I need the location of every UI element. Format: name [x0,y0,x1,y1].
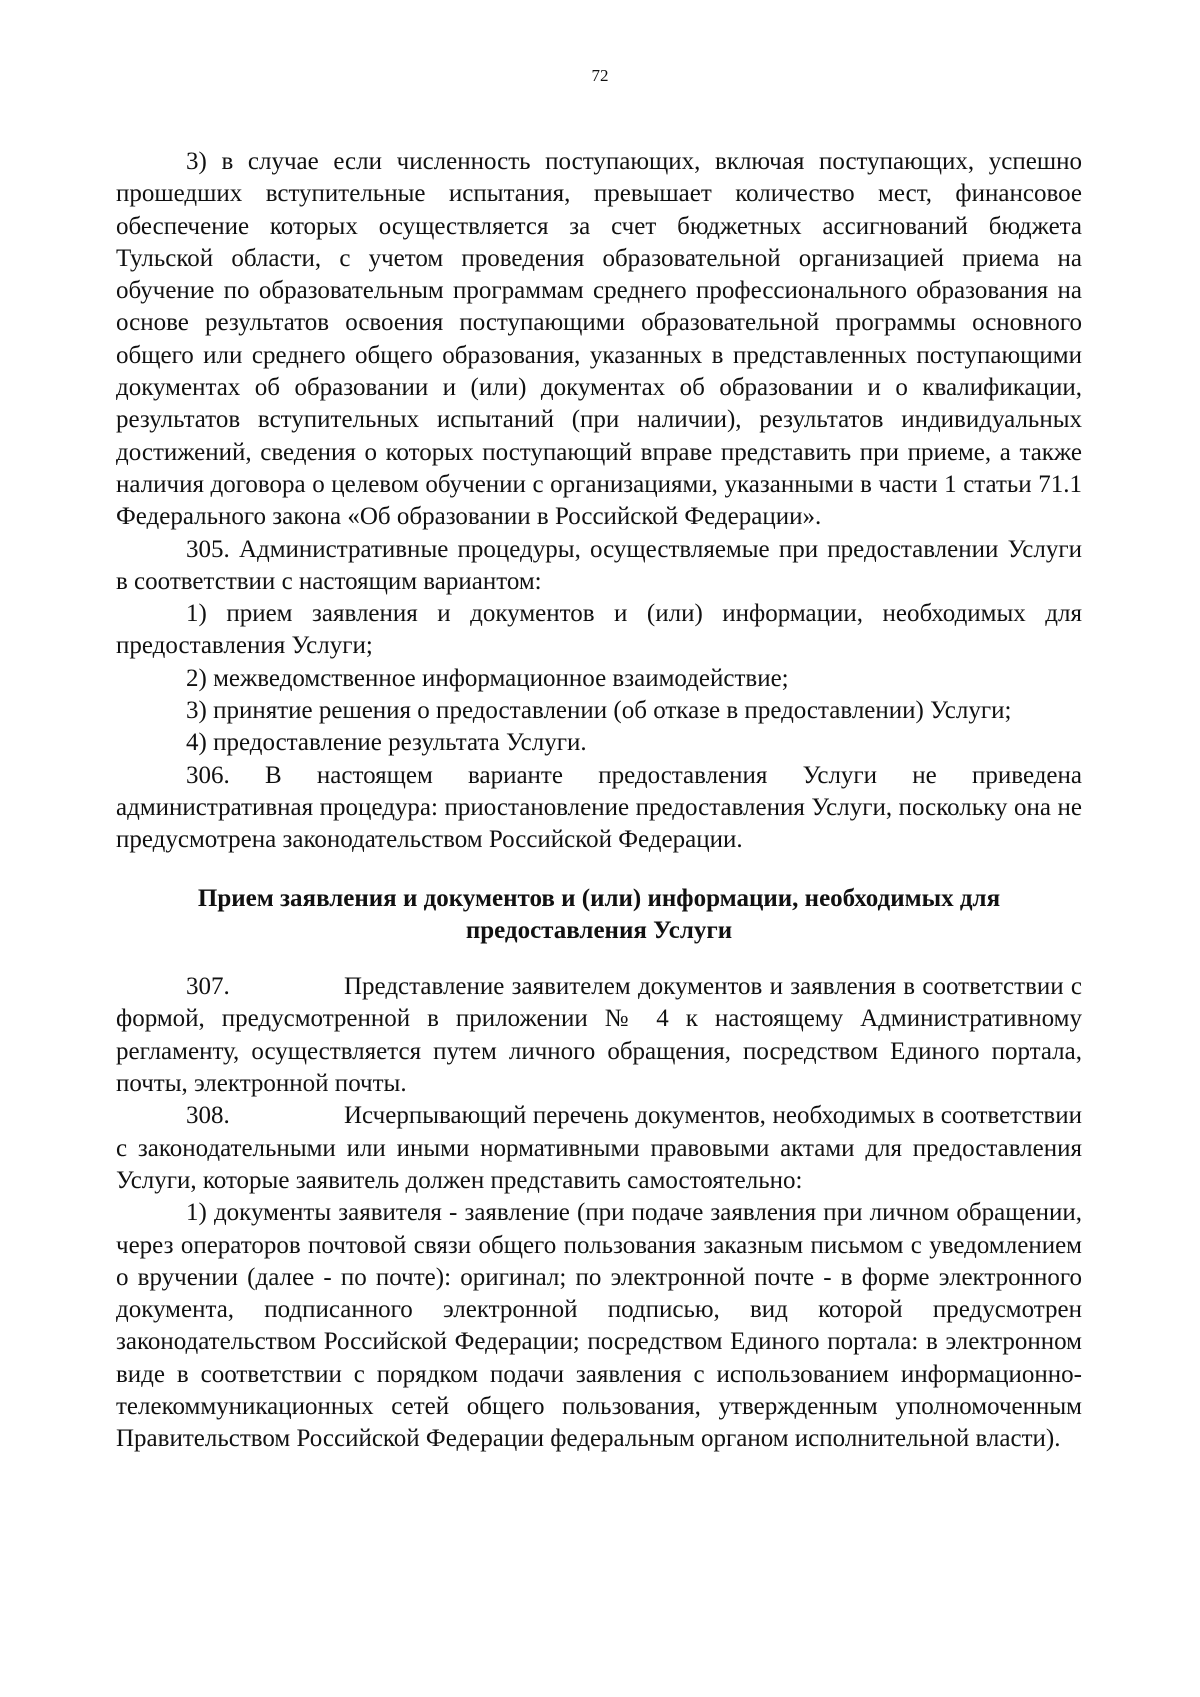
paragraph-text-307: Представление заявителем документов и заявления в соответствии с формой, предусмотренной в приложении № 4 к настоящему Административному регламенту, осуществляется путем личного обращения, посредством Единого портала, почты, электронной почты. [116,973,1082,1098]
list-item-procedure-4: 4) предоставление результата Услуги. [186,729,587,757]
paragraph-305: 305. Административные процедуры, осуществляемые при предоставлении Услуги в соответствии с настоящим вариантом: [116,535,1082,595]
list-item-procedure-1: 1) прием заявления и документов и (или) информации, необходимых для предоставления Услуги; [116,600,1082,660]
paragraph-306: 306. В настоящем варианте предоставления Услуги не приведена административная процедура: приостановление предоставления Услуги, поскольку она не предусмотрена законодательством Российской Федерации. [116,761,1082,854]
paragraph-307 [116,971,1082,1100]
paragraph-text-308: Исчерпывающий перечень документов, необходимых в соответствии с законодательными или иными нормативными правовыми актами для предоставления Услуги, которые заявитель должен представить самостоятельно: [116,1102,1082,1194]
paragraph-308 [116,1100,1082,1197]
list-item-procedure-2: 2) межведомственное информационное взаимодействие; [186,664,789,692]
page-number: 72 [591,66,609,85]
section-heading: Прием заявления и документов и (или) информации, необходимых для предоставления Услуги [197,884,1001,944]
document-body [116,146,1082,1456]
list-item-documents-1: 1) документы заявителя - заявление (при подаче заявления при личном обращении, через операторов почтовой связи общего пользования заказным письмом с уведомлением о вручении (далее - по почте): оригинал; по электронной почте - в форме электронного документа, подписанного электронной подписью, вид которой предусмотрен законодательством Российской Федерации; посредством Единого портала: в электронном виде в соответствии с порядком подачи заявления с использованием информационно-телекоммуникационных сетей общего пользования, утвержденным уполномоченным Правительством Российской Федерации федеральным органом исполнительной власти). [116,1199,1082,1453]
list-item-procedure-3: 3) принятие решения о предоставлении (об отказе в предоставлении) Услуги; [186,697,1012,725]
paragraph-item-3: 3) в случае если численность поступающих, включая поступающих, успешно прошедших вступительные испытания, превышает количество мест, финансовое обеспечение которых осуществляется за счет бюджетных ассигнований бюджета Тульской области, с учетом проведения образовательной организацией приема на обучение по образовательным программам среднего профессионального образования на основе результатов освоения поступающими образовательной программы основного общего или среднего общего образования, указанных в представленных поступающими документах об образовании и (или) документах об образовании и о квалификации, результатов вступительных испытаний (при наличии), результатов индивидуальных достижений, сведения о которых поступающий вправе представить при приеме, а также наличия договора о целевом обучении с организациями, указанными в части 1 статьи 71.1 Федерального закона «Об образовании в Российской Федерации». [116,148,1082,531]
paragraph-number-307: 307. [186,973,230,1001]
paragraph-number-308: 308. [186,1102,230,1130]
